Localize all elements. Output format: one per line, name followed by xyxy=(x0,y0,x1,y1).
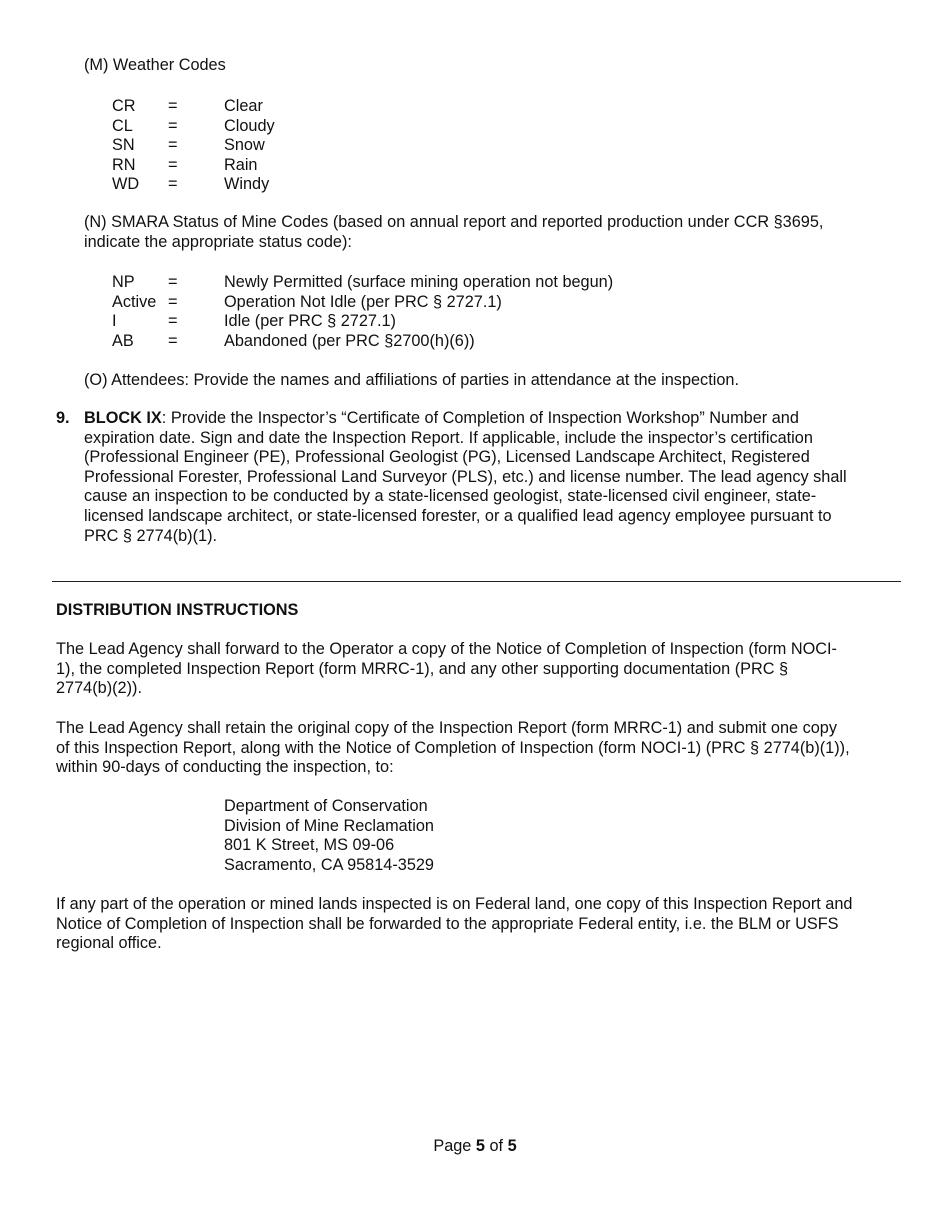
section-n-title xyxy=(84,213,823,252)
section-m-title: (M) Weather Codes xyxy=(84,56,226,74)
code: I xyxy=(112,312,117,331)
para-line: 1), the completed Inspection Report (form MRRC-1), and any other supporting documentation (PRC § xyxy=(56,659,789,678)
section-n-title-line: (N) SMARA Status of Mine Codes (based on annual report and reported production under CCR §3695, xyxy=(84,213,824,231)
equals: = xyxy=(168,155,178,174)
block9-line: (Professional Engineer (PE), Professional Geologist (PG), Licensed Landscape Architect, Registered xyxy=(84,448,810,467)
block9-text xyxy=(84,409,904,546)
equals: = xyxy=(168,312,178,331)
section-divider xyxy=(52,581,901,582)
equals: = xyxy=(168,136,178,155)
para-line: The Lead Agency shall retain the original copy of the Inspection Report (form MRRC-1) and submit one copy xyxy=(56,719,837,737)
section-o-text: (O) Attendees: Provide the names and affiliations of parties in attendance at the inspection. xyxy=(84,371,739,389)
address-line: Department of Conservation xyxy=(224,797,428,815)
meaning: Newly Permitted (surface mining operation not begun) xyxy=(224,273,614,291)
weather-codes-list xyxy=(112,96,512,196)
meaning: Rain xyxy=(224,155,258,174)
code: Active xyxy=(112,292,157,311)
block9-label: BLOCK IX xyxy=(84,409,162,427)
distribution-para-1 xyxy=(56,640,906,699)
block9-line: Professional Forester, Professional Land Surveyor (PLS), etc.) and license number. The lead agency shall xyxy=(84,467,847,486)
meaning: Abandoned (per PRC §2700(h)(6)) xyxy=(224,331,475,350)
code: WD xyxy=(112,175,140,194)
page-footer xyxy=(0,1137,950,1157)
meaning: Clear xyxy=(224,97,263,115)
para-line: regional office. xyxy=(56,934,162,953)
distribution-para-2 xyxy=(56,719,906,778)
page-total: 5 xyxy=(507,1137,517,1155)
mailing-address xyxy=(224,797,434,875)
block9-line: : Provide the Inspector’s “Certificate of Completion of Inspection Workshop” Number and xyxy=(161,409,799,427)
meaning: Operation Not Idle (per PRC § 2727.1) xyxy=(224,292,502,311)
block9-line: licensed landscape architect, or state-licensed forester, or a qualified lead agency employee pursuant to xyxy=(84,506,832,525)
para-line: The Lead Agency shall forward to the Operator a copy of the Notice of Completion of Inspection (form NOCI- xyxy=(56,640,837,658)
code: CR xyxy=(112,97,136,115)
address-line: Division of Mine Reclamation xyxy=(224,816,434,835)
status-codes-list xyxy=(112,272,712,354)
equals: = xyxy=(168,273,178,291)
block9-number: 9. xyxy=(56,409,70,427)
address-line: 801 K Street, MS 09-06 xyxy=(224,836,395,855)
page-number: 5 xyxy=(475,1137,485,1155)
section-n-title-line: indicate the appropriate status code): xyxy=(84,232,352,251)
distribution-heading: DISTRIBUTION INSTRUCTIONS xyxy=(56,601,299,619)
distribution-para-3 xyxy=(56,895,926,954)
meaning: Cloudy xyxy=(224,116,275,135)
meaning: Snow xyxy=(224,136,265,155)
of-word: of xyxy=(489,1137,504,1155)
meaning: Idle (per PRC § 2727.1) xyxy=(224,312,396,331)
code: NP xyxy=(112,273,135,291)
page-word: Page xyxy=(433,1137,472,1155)
equals: = xyxy=(168,97,178,115)
block9-line: cause an inspection to be conducted by a state-licensed geologist, state-licensed civil engineer, state- xyxy=(84,487,817,506)
block9-line: expiration date. Sign and date the Inspection Report. If applicable, include the inspector’s certification xyxy=(84,428,813,447)
para-line: If any part of the operation or mined lands inspected is on Federal land, one copy of this Inspection Report and xyxy=(56,895,853,913)
para-line: Notice of Completion of Inspection shall be forwarded to the appropriate Federal entity, i.e. the BLM or USFS xyxy=(56,914,839,933)
para-line: within 90-days of conducting the inspection, to: xyxy=(56,758,394,777)
code: CL xyxy=(112,116,133,135)
code: AB xyxy=(112,331,134,350)
equals: = xyxy=(168,331,178,350)
meaning: Windy xyxy=(224,175,270,194)
code: RN xyxy=(112,155,136,174)
para-line: of this Inspection Report, along with the Notice of Completion of Inspection (form NOCI-1) (PRC § 2774(b)(1)), xyxy=(56,738,850,757)
equals: = xyxy=(168,292,178,311)
address-line: Sacramento, CA 95814-3529 xyxy=(224,855,434,874)
equals: = xyxy=(168,116,178,135)
para-line: 2774(b)(2)). xyxy=(56,679,142,698)
block9-line: PRC § 2774(b)(1). xyxy=(84,526,218,545)
code: SN xyxy=(112,136,135,155)
equals: = xyxy=(168,175,178,194)
